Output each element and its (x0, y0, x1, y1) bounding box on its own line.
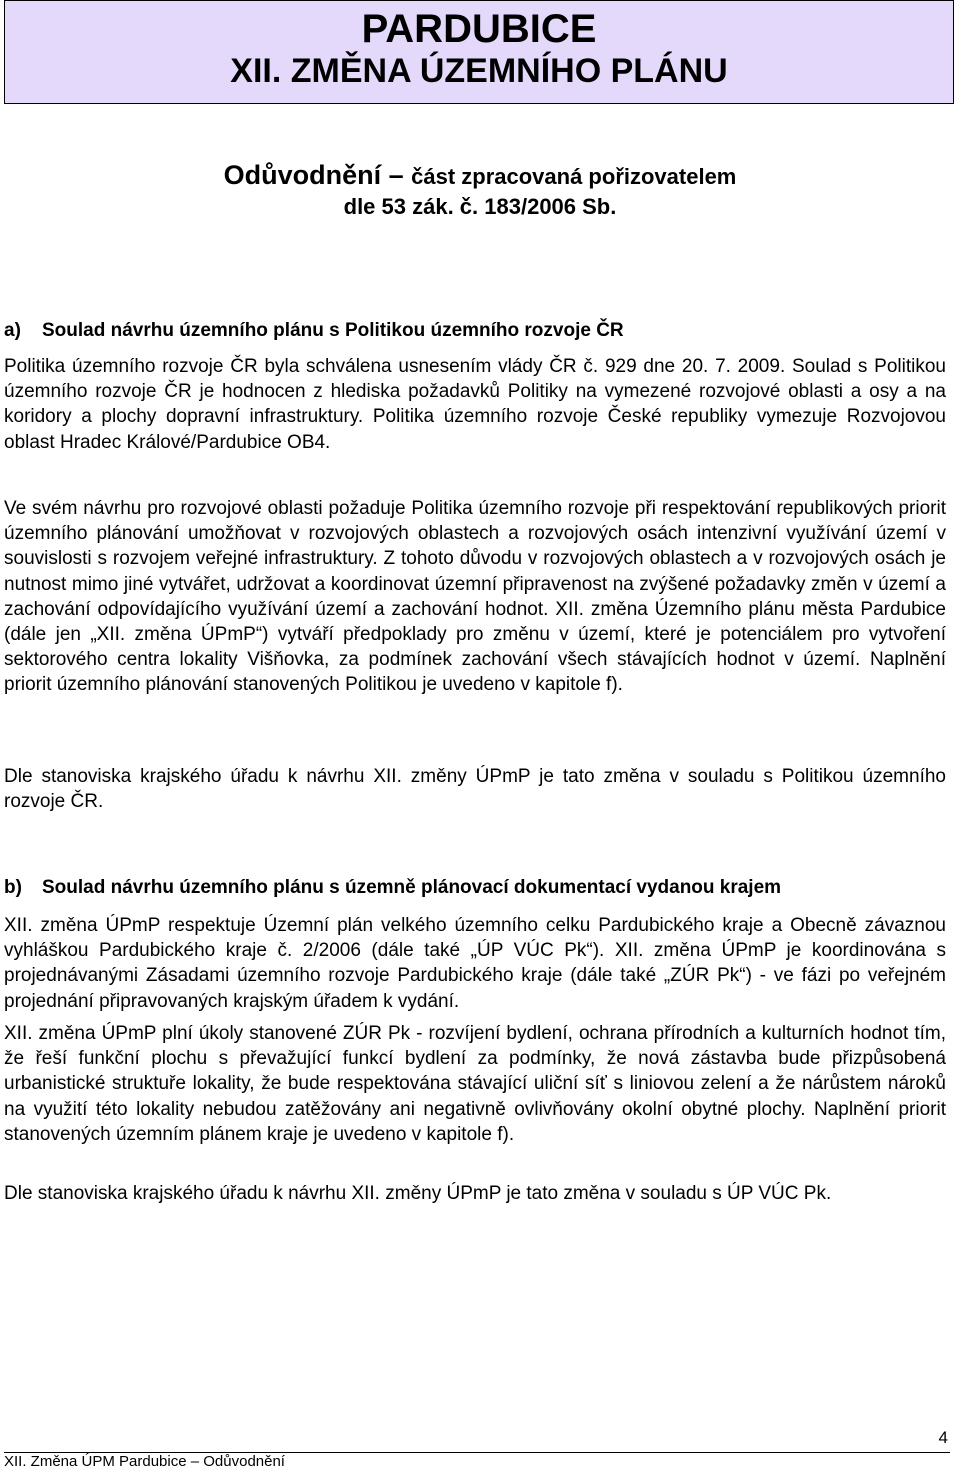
section-a-label: a) (4, 320, 21, 341)
section-b-title: Soulad návrhu územního plánu s územně plánovací dokumentací vydanou krajem (42, 877, 782, 898)
page-number: 4 (938, 1428, 948, 1447)
footer-text: XII. Změna ÚPM Pardubice – Odůvodnění (4, 1453, 285, 1470)
document-title: PARDUBICE (361, 7, 597, 51)
justification-heading-legal: dle 53 zák. č. 183/2006 Sb. (343, 194, 617, 219)
title-box (4, 0, 954, 104)
section-a-paragraph-2: Ve svém návrhu pro rozvojové oblasti požaduje Politika územního rozvoje při respektování republikových priorit územního plánování umožňovat v rozvojových oblastech a rozvojových osách intenzivní využívání území v souvislosti s rozvojem veřejné infrastruktury. Z tohoto důvodu v rozvojových oblastech a v rozvojových osách je nutnost mimo jiné vytvářet, udržovat a koordinovat územní připravenost na zvýšené požadavky změn v území a zachování odpovídajícího využívání území a zachování hodnot. XII. změna Územního plánu města Pardubice (dále jen „XII. změna ÚPmP“) vytváří předpoklady pro změnu v území, které je potenciálem pro vytvoření sektorového centra lokality Višňovka, za podmínek zachování všech stávajících hodnot v území. Naplnění priorit územního plánování stanovených Politikou je uvedeno v kapitole f). (4, 498, 946, 696)
justification-heading-main: Odůvodnění – (223, 160, 412, 190)
section-a-heading (4, 318, 946, 343)
section-a-title: Soulad návrhu územního plánu s Politikou územního rozvoje ČR (42, 320, 624, 341)
section-b-label: b) (4, 877, 22, 898)
section-b-paragraph-3: Dle stanoviska krajského úřadu k návrhu XII. změny ÚPmP je tato změna v souladu s ÚP VÚC Pk. (4, 1183, 832, 1204)
justification-heading (0, 160, 960, 191)
section-b-paragraph-2: XII. změna ÚPmP plní úkoly stanovené ZÚR Pk - rozvíjení bydlení, ochrana přírodních a kulturních hodnot tím, že řeší funkční plochu s převažující funkcí bydlení za podmínky, že nová zástavba bude přizpůsobená urbanistické struktuře lokality, že bude respektována stávající uliční síť s liniovou zelení a že nárůstem nároků na využití této lokality nebudou zatěžovány ani negativně ovlivňovány okolní obytné plochy. Naplnění priorit stanovených územním plánem kraje je uvedeno v kapitole f). (4, 1023, 946, 1145)
section-a-paragraph-3: Dle stanoviska krajského úřadu k návrhu XII. změny ÚPmP je tato změna v souladu s Politikou územního rozvoje ČR. (4, 766, 946, 813)
section-a-paragraph-1: Politika územního rozvoje ČR byla schválena usnesením vlády ČR č. 929 dne 20. 7. 2009. Soulad s Politikou územního rozvoje ČR je hodnocen z hlediska požadavků Politiky na vymezené rozvojové oblasti a osy a na koridory a plochy dopravní infrastruktury. Politika územního rozvoje České republiky vymezuje Rozvojovou oblast Hradec Králové/Pardubice OB4. (4, 356, 946, 453)
document-subtitle: XII. ZMĚNA ÚZEMNÍHO PLÁNU (230, 52, 728, 90)
justification-heading-rest: část zpracovaná pořizovatelem (411, 164, 737, 189)
section-b-paragraph-1: XII. změna ÚPmP respektuje Územní plán velkého územního celku Pardubického kraje a Obecně závaznou vyhláškou Pardubického kraje č. 2/2006 (dále také „ÚP VÚC Pk“). XII. změna ÚPmP je koordinována s projednávanými Zásadami územního rozvoje Pardubického kraje (dále také „ZÚR Pk“) - ve fázi po veřejném projednání připravovaných krajským úřadem k vydání. (4, 915, 946, 1012)
section-b-heading (4, 875, 946, 900)
